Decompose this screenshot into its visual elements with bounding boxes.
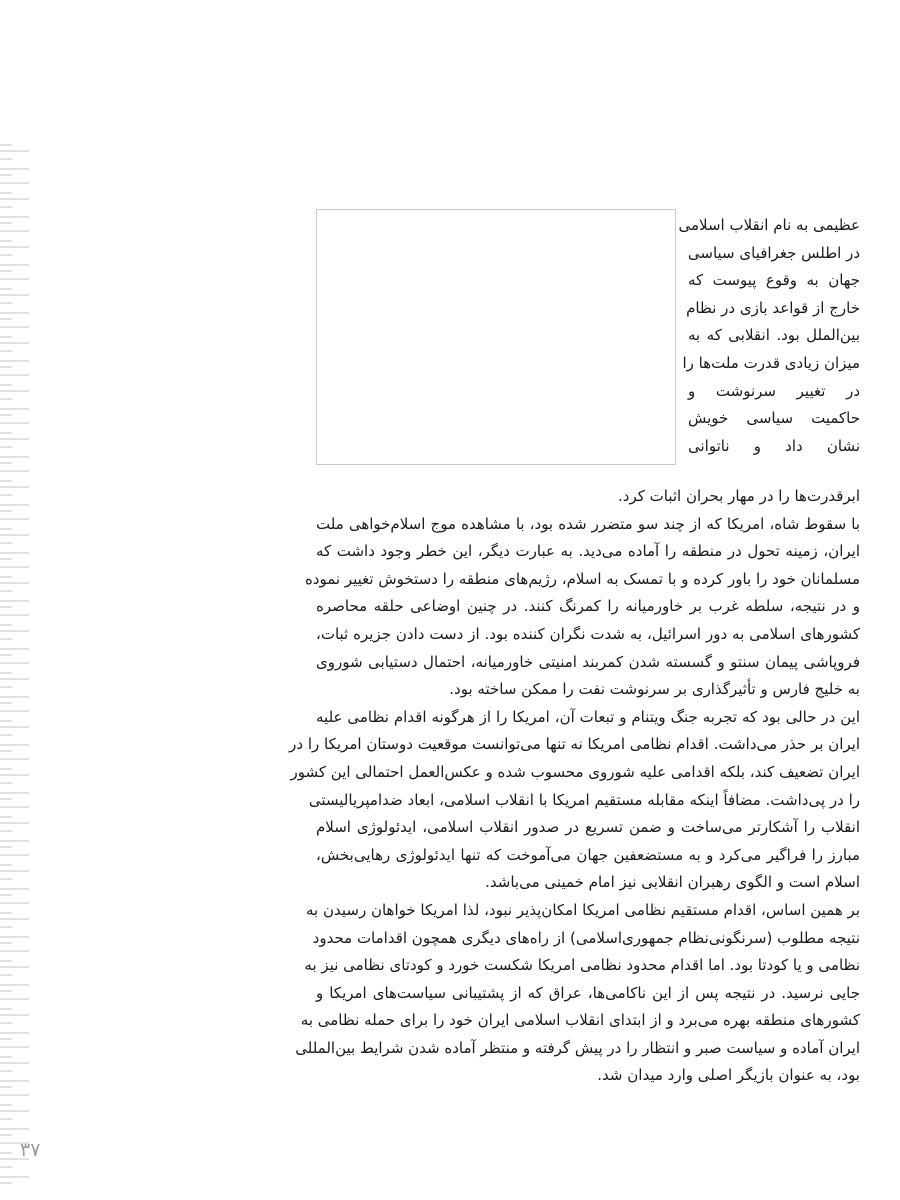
margin-line [0, 710, 29, 712]
margin-line [0, 288, 12, 290]
margin-line [0, 534, 29, 536]
margin-line [0, 1118, 12, 1120]
text-line: جهان به وقوع پیوست که [688, 271, 860, 290]
margin-line [0, 158, 12, 160]
text-line: این در حالی بود که تجربه جنگ ویتنام و تبعات آن، امریکا را از هرگونه اقدام نظامی علیه [316, 707, 860, 726]
margin-line [0, 1152, 12, 1154]
margin-line [0, 624, 12, 626]
margin-line [0, 744, 29, 746]
margin-line [0, 230, 29, 232]
margin-line [0, 768, 12, 770]
text-line: انقلاب را آشکارتر می‌ساخت و ضمن تسریع در صدور انقلاب اسلامی، ایدئولوژی اسلام [316, 818, 860, 837]
margin-line [0, 198, 29, 200]
margin-line [0, 1182, 12, 1184]
margin-line [0, 720, 12, 722]
margin-line [0, 528, 12, 530]
text-line: اسلام است و الگوی رهبران انقلابی نیز امام خمینی می‌باشد. [485, 873, 860, 892]
margin-line [0, 318, 12, 320]
margin-line [0, 734, 12, 736]
text-line: خارج از قواعد بازی در نظام [686, 298, 860, 317]
margin-line [0, 950, 29, 952]
text-line: مبارز را فراگیر می‌کرد و به مستضعفین جهان می‌آموخت که تنها ایدئولوژی رهایی‌بخش، [316, 845, 860, 864]
margin-line [0, 566, 29, 568]
text-line: میزان زیادی قدرت ملت‌ها را [682, 353, 860, 372]
body-text [289, 483, 860, 1090]
margin-line [0, 422, 29, 424]
margin-line [0, 1038, 12, 1040]
margin-line [0, 662, 29, 664]
margin-line [0, 1046, 29, 1048]
margin-line [0, 1056, 12, 1058]
text-line: بین‌الملل بود. انقلابی که به [688, 326, 860, 345]
margin-line [0, 864, 12, 866]
margin-line [0, 1134, 12, 1136]
margin-line [0, 270, 12, 272]
margin-line [0, 1008, 12, 1010]
margin-line [0, 1110, 29, 1112]
margin-line [0, 806, 29, 808]
margin-line [0, 816, 12, 818]
margin-line [0, 758, 29, 760]
margin-line [0, 1094, 29, 1096]
margin-line [0, 470, 29, 472]
intro-column [678, 212, 860, 460]
margin-line [0, 984, 29, 986]
margin-line [0, 936, 29, 938]
margin-line [0, 798, 12, 800]
margin-line [0, 494, 12, 496]
margin-line [0, 966, 29, 968]
text-line: ابرقدرت‌ها را در مهار بحران اثبات کرد. [618, 487, 860, 505]
margin-line [0, 1070, 12, 1072]
margin-line [0, 894, 12, 896]
margin-line [0, 654, 12, 656]
margin-line [0, 902, 29, 904]
margin-line [0, 830, 12, 832]
margin-line [0, 942, 12, 944]
margin-line [0, 792, 29, 794]
margin-line [0, 206, 12, 208]
margin-line [0, 822, 29, 824]
margin-line [0, 600, 29, 602]
margin-line [0, 974, 12, 976]
margin-line [0, 840, 29, 842]
margin-line [0, 1032, 29, 1034]
text-line: با سقوط شاه، امریکا که از چند سو متضرر شده بود، با مشاهده موج اسلام‌خواهی ملت [316, 514, 860, 533]
margin-line [0, 456, 29, 458]
margin-line [0, 350, 12, 352]
margin-line [0, 870, 29, 872]
margin-line [0, 576, 12, 578]
margin-line [0, 726, 29, 728]
margin-line [0, 366, 12, 368]
margin-line [0, 888, 29, 890]
margin-line [0, 926, 12, 928]
text-line: کشورهای منطقه بهره می‌برد و از ابتدای انقلاب اسلامی ایران خود را برای حمله نظامی به [300, 1011, 860, 1030]
margin-line [0, 1080, 29, 1082]
margin-line [0, 1014, 29, 1016]
margin-line [0, 462, 12, 464]
margin-line [0, 312, 29, 314]
margin-line [0, 1128, 29, 1130]
margin-line [0, 686, 12, 688]
text-line: نشان داد و ناتوانی [688, 436, 860, 455]
margin-line [0, 246, 29, 248]
margin-line [0, 294, 29, 296]
margin-line [0, 254, 12, 256]
margin-line [0, 168, 29, 170]
margin-line [0, 480, 12, 482]
margin-line [0, 846, 12, 848]
margin-line [0, 302, 12, 304]
page-number: ۳۷ [20, 1139, 41, 1161]
margin-line [0, 222, 12, 224]
text-line: بر همین اساس، اقدام مستقیم نظامی امریکا امکان‌پذیر نبود، لذا امریکا خواهان رسیدن به [305, 900, 860, 919]
margin-line [0, 408, 29, 410]
margin-line [0, 702, 12, 704]
margin-line [0, 854, 29, 856]
margin-line [0, 1104, 12, 1106]
margin-line [0, 240, 12, 242]
margin-line [0, 606, 12, 608]
margin-line [0, 360, 29, 362]
margin-line [0, 192, 12, 194]
margin-line [0, 782, 12, 784]
text-line: ایران بر حذر می‌داشت. اقدام نظامی امریکا نه تنها می‌توانست موقعیت دوستان امریکا را در [289, 735, 860, 754]
margin-line [0, 264, 29, 266]
margin-line [0, 542, 12, 544]
text-line: نتیجه مطلوب (سرنگونی‌نظام جمهوری‌اسلامی) از راه‌های دیگری همچون اقدامات محدود [312, 928, 860, 947]
margin-line [0, 614, 29, 616]
margin-line [0, 960, 12, 962]
margin-line [0, 990, 12, 992]
text-line: نظامی و یا کودتا بود. اما اقدام محدود نظامی امریکا شکست خورد و کودتای نظامی نیز به [304, 956, 860, 975]
margin-line [0, 582, 29, 584]
text-line: عظیمی به نام انقلاب اسلامی [678, 216, 860, 234]
margin-line [0, 342, 29, 344]
margin-line [0, 918, 29, 920]
margin-line [0, 518, 29, 520]
margin-line [0, 336, 12, 338]
margin-line [0, 638, 12, 640]
margin-line [0, 174, 12, 176]
text-line: کشورهای اسلامی به دور اسرائیل، به شدت نگران کننده بود. از دست دادن جزیره ثبات، [316, 624, 860, 643]
margin-decoration [0, 140, 46, 1200]
margin-line [0, 374, 29, 376]
margin-line [0, 1086, 12, 1088]
margin-line [0, 150, 29, 152]
margin-line [0, 446, 12, 448]
margin-line [0, 438, 29, 440]
margin-line [0, 774, 29, 776]
margin-line [0, 630, 29, 632]
margin-line [0, 326, 29, 328]
text-line: جایی نرسید. در نتیجه پس از این ناکامی‌ها، عراق که از پشتیبانی سیاست‌های امریکا و [316, 983, 860, 1002]
margin-line [0, 672, 12, 674]
text-line: در اطلس جغرافیای سیاسی [687, 243, 860, 262]
text-line: و در نتیجه، سلطه غرب بر خاورمیانه را کمرنگ کنند. در چنین اوضاعی حلقه محاصره [316, 597, 860, 616]
margin-line [0, 182, 29, 184]
margin-line [0, 912, 12, 914]
margin-line [0, 414, 12, 416]
margin-line [0, 1176, 29, 1178]
text-line: بود، به عنوان بازیگر اصلی وارد میدان شد. [597, 1066, 860, 1085]
text-line: را در پی‌داشت. مضافاً اینکه مقابله مستقیم امریکا با انقلاب اسلامی، ابعاد ضدامپریالیستی [308, 790, 860, 809]
margin-line [0, 648, 29, 650]
text-line: فروپاشی پیمان سنتو و گسسته شدن کمربند امنیتی خاورمیانه، احتمال دستیابی شوروی [316, 652, 860, 671]
margin-line [0, 504, 29, 506]
margin-line [0, 1062, 29, 1064]
text-line: ایران تضعیف کند، بلکه اقدامی علیه شوروی محسوب شده و عکس‌العمل احتمالی این کشور [290, 762, 860, 781]
image-placeholder [316, 209, 676, 465]
margin-line [0, 1166, 12, 1168]
margin-line [0, 510, 12, 512]
margin-line [0, 590, 12, 592]
margin-line [0, 432, 12, 434]
margin-line [0, 144, 12, 146]
margin-line [0, 278, 29, 280]
text-line: به خلیج فارس و تأثیرگذاری بر سرنوشت نفت را ممکن ساخته بود. [449, 680, 860, 699]
margin-line [0, 878, 12, 880]
margin-line [0, 384, 12, 386]
margin-line [0, 998, 29, 1000]
text-line: در تغییر سرنوشت و [688, 381, 860, 400]
margin-line [0, 558, 12, 560]
margin-line [0, 750, 12, 752]
margin-line [0, 390, 29, 392]
margin-line [0, 1022, 12, 1024]
text-line: مسلمانان خود را باور کرده و با تمسک به اسلام، رژیم‌های منطقه را دستخوش تغییر نموده [304, 569, 860, 588]
text-line: حاکمیت سیاسی خویش [688, 409, 860, 428]
margin-line [0, 678, 29, 680]
margin-line [0, 696, 29, 698]
margin-line [0, 216, 29, 218]
margin-line [0, 398, 12, 400]
text-line: ایران، زمینه تحول در منطقه را آماده می‌دید. به عبارت دیگر، این خطر وجود داشت که [316, 542, 860, 561]
margin-line [0, 552, 29, 554]
text-line: ایران آماده و سیاست صبر و انتظار را در پیش گرفته و منتظر آماده شدن شرایط بین‌المللی [295, 1038, 860, 1057]
margin-line [0, 486, 29, 488]
